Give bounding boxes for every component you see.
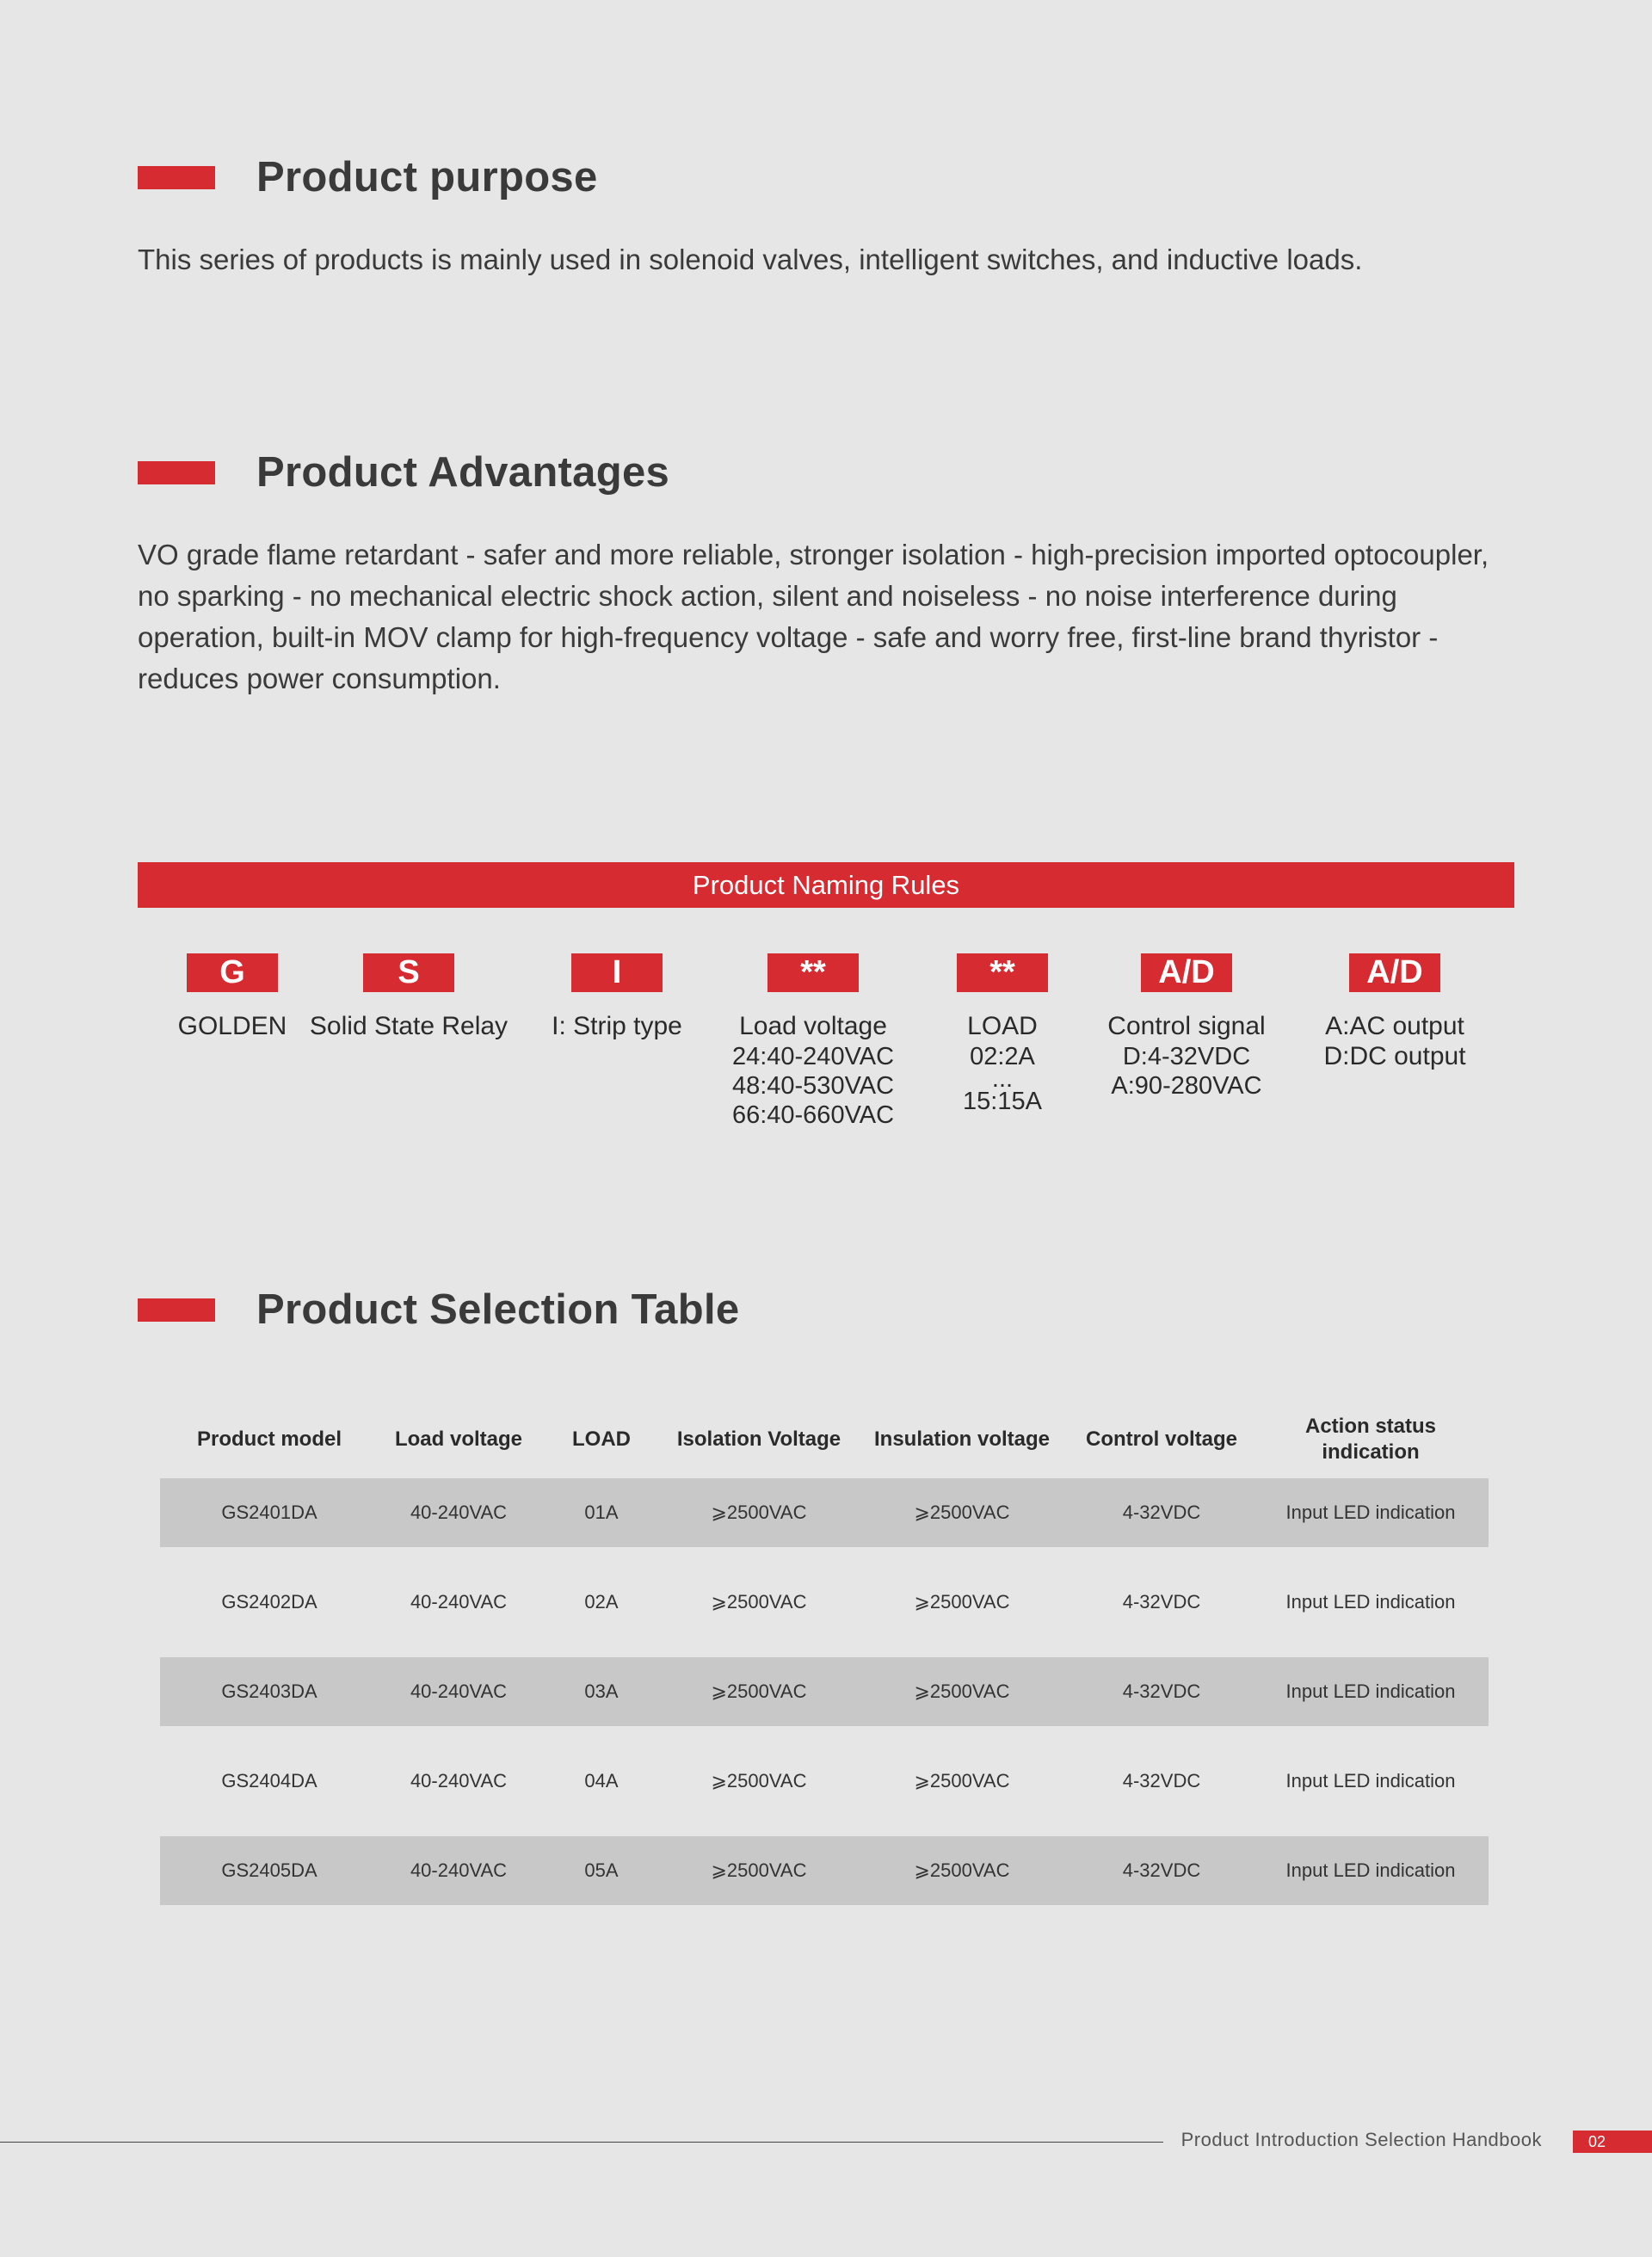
column-header: Isolation Voltage (676, 1428, 841, 1451)
table-cell: GS2401DA (160, 1478, 379, 1547)
table-cell: Input LED indication (1285, 1770, 1456, 1791)
section-naming-rules (138, 862, 1514, 1129)
rule-badge: A/D (1349, 953, 1440, 992)
table-row (160, 1747, 1489, 1816)
footer-divider (0, 2142, 1163, 2143)
rule-detail: ... (991, 1065, 1014, 1093)
table-cell: GS2404DA (221, 1770, 317, 1791)
table-cell: GS2403DA (160, 1657, 379, 1726)
table-cell: Input LED indication (1253, 1836, 1489, 1905)
advantages-text: VO grade flame retardant - safer and more reliable, stronger isolation - high-precision imported optocoupler, no sparking - no mechanical electric shock action, silent and noiseless - no noise interference during operation, built-in MOV clamp for high-frequency voltage - safe and worry free, first-line brand thyristor - reduces power consumption. (138, 539, 1489, 694)
table-cell: GS2402DA (221, 1591, 317, 1613)
column-header: Product model (196, 1428, 342, 1451)
section-title: Product Selection Table (256, 1286, 740, 1333)
rule-detail: 15:15A (963, 1088, 1042, 1115)
rule-detail: A:90-280VAC (1111, 1072, 1262, 1100)
table-cell: GS2405DA (160, 1836, 379, 1905)
accent-bar (138, 166, 215, 189)
rule-detail: 66:40-660VAC (731, 1101, 895, 1129)
table-cell: ⩾2500VAC (854, 1478, 1070, 1547)
table-spacer (160, 1637, 1489, 1657)
rule-detail: 24:40-240VAC (731, 1043, 895, 1070)
rule-detail: D:DC output (1323, 1042, 1466, 1070)
table-cell: ⩾2500VAC (664, 1478, 854, 1547)
rule-badge: ** (957, 953, 1048, 992)
table-header-row (160, 1401, 1489, 1478)
rule-label: Load voltage (739, 1012, 887, 1040)
table-cell: ⩾2500VAC (854, 1836, 1070, 1905)
section-product-purpose (138, 153, 1363, 275)
column-header: LOAD (572, 1428, 631, 1451)
rule-badge: I (571, 953, 663, 992)
table-cell: 05A (539, 1836, 664, 1905)
table-cell: 4-32VDC (1122, 1770, 1201, 1791)
rule-badge: G (187, 953, 278, 992)
table-cell: 4-32VDC (1070, 1657, 1253, 1726)
table-cell: Input LED indication (1253, 1657, 1489, 1726)
table-cell: 04A (584, 1770, 619, 1791)
rule-label: I: Strip type (552, 1012, 682, 1040)
table-cell: 40-240VAC (410, 1770, 508, 1791)
rule-label: GOLDEN (177, 1012, 287, 1040)
section-product-advantages (138, 448, 1489, 694)
section-header (138, 448, 669, 496)
column-header: Control voltage (1085, 1428, 1237, 1451)
table-row (160, 1568, 1489, 1637)
table-row (160, 1657, 1489, 1726)
column-header: Load voltage (394, 1428, 523, 1451)
table-cell: ⩾2500VAC (664, 1657, 854, 1726)
table-cell: 03A (539, 1657, 664, 1726)
accent-bar (138, 1298, 215, 1322)
table-cell: 4-32VDC (1070, 1478, 1253, 1547)
table-cell: 01A (539, 1478, 664, 1547)
table-cell: 40-240VAC (379, 1836, 539, 1905)
table-cell: ⩾2500VAC (854, 1657, 1070, 1726)
naming-rule (1266, 953, 1524, 1071)
section-title: Product Advantages (256, 449, 670, 496)
table-spacer (160, 1816, 1489, 1836)
page-number: 02 (1573, 2131, 1652, 2153)
table-cell: 02A (584, 1591, 619, 1613)
column-header: Insulation voltage (873, 1428, 1051, 1451)
purpose-text: This series of products is mainly used in solenoid valves, intelligent switches, and inductive loads. (138, 244, 1363, 275)
rule-detail: D:4-32VDC (1122, 1043, 1251, 1070)
section-title: Product purpose (256, 154, 598, 200)
section-product-selection (138, 1286, 739, 1334)
table-cell: Input LED indication (1285, 1591, 1456, 1613)
rule-badge: A/D (1141, 953, 1232, 992)
table-row (160, 1836, 1489, 1905)
rule-label: Solid State Relay (309, 1012, 509, 1040)
rule-label: A:AC output (1325, 1012, 1464, 1040)
table-cell: ⩾2500VAC (664, 1836, 854, 1905)
column-header: Action status indication (1304, 1415, 1436, 1464)
table-cell: ⩾2500VAC (914, 1770, 1010, 1791)
rule-detail: 02:2A (970, 1043, 1035, 1070)
table-cell: 40-240VAC (379, 1478, 539, 1547)
table-cell: 4-32VDC (1122, 1591, 1201, 1613)
section-header (138, 1286, 739, 1334)
table-cell: 40-240VAC (379, 1657, 539, 1726)
table-row (160, 1478, 1489, 1547)
table-cell: ⩾2500VAC (711, 1591, 807, 1613)
rule-label: LOAD (967, 1012, 1038, 1040)
rule-badge: ** (767, 953, 859, 992)
footer-title: Product Introduction Selection Handbook (1180, 2129, 1542, 2150)
table-cell: 4-32VDC (1070, 1836, 1253, 1905)
rule-label: Control signal (1107, 1012, 1266, 1040)
section-header (138, 153, 598, 201)
rule-badge: S (363, 953, 454, 992)
naming-rules-banner: Product Naming Rules (138, 862, 1514, 908)
product-selection-table (160, 1401, 1489, 1905)
table-spacer (160, 1726, 1489, 1747)
table-cell: ⩾2500VAC (711, 1770, 807, 1791)
table-cell: ⩾2500VAC (914, 1591, 1010, 1613)
accent-bar (138, 461, 215, 484)
rule-detail: 48:40-530VAC (731, 1072, 895, 1100)
table-cell: 40-240VAC (410, 1591, 508, 1613)
table-spacer (160, 1547, 1489, 1568)
table-cell: Input LED indication (1253, 1478, 1489, 1547)
